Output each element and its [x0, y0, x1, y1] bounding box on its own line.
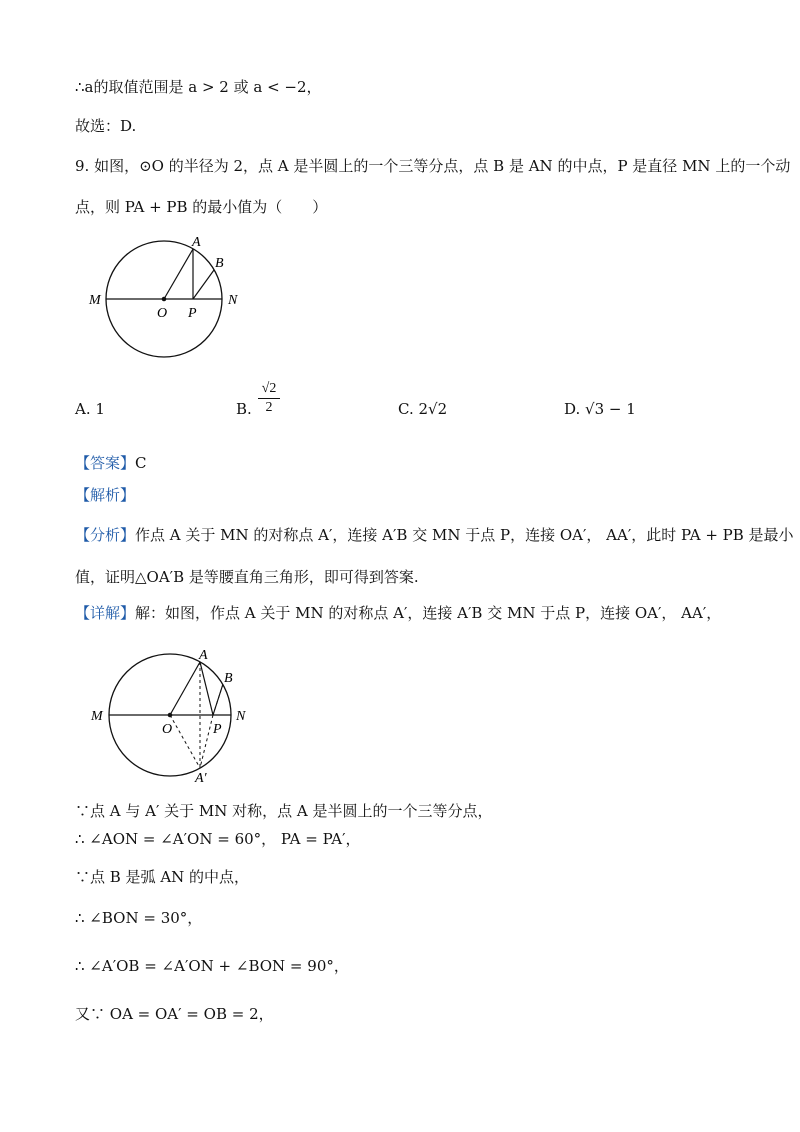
xiangjie-line — [75, 602, 721, 623]
segment-pb — [193, 270, 214, 299]
fenxi-line-2: 值，证明△OA′B 是等腰直角三角形，即可得到答案. — [75, 568, 419, 586]
label-m: M — [91, 709, 103, 724]
text-line-choose-d: 故选：D. — [75, 117, 137, 135]
option-b-fraction — [258, 380, 280, 417]
figure-1-circle-diagram — [80, 225, 260, 375]
label-m: M — [89, 293, 101, 308]
solution-line-5: ∴ ∠A′OB = ∠A′ON + ∠BON = 90°， — [75, 957, 349, 975]
label-n: N — [228, 293, 238, 308]
label-p: P — [213, 722, 222, 737]
solution-line-1: ∵点 A 与 A′ 关于 MN 对称，点 A 是半圆上的一个三等分点， — [75, 802, 493, 820]
fenxi-line-1 — [75, 524, 794, 545]
label-a-prime: A′ — [195, 771, 207, 786]
center-dot — [162, 297, 167, 302]
option-b-numerator: √2 — [261, 381, 277, 396]
answer-line — [75, 452, 147, 473]
answer-label: 【答案】 — [75, 454, 136, 472]
label-a: A — [199, 648, 208, 663]
xiangjie-text: 解：如图，作点 A 关于 MN 的对称点 A′，连接 A′B 交 MN 于点 P，连接 OA′， AA′， — [135, 604, 722, 622]
label-o: O — [157, 306, 168, 321]
label-o: O — [162, 722, 173, 737]
label-b: B — [215, 256, 224, 271]
option-b-prefix: B. — [236, 400, 252, 418]
figure-2-circle-diagram — [80, 640, 260, 790]
question-9-line-1: 9. 如图，⊙O 的半径为 2，点 A 是半圆上的一个三等分点，点 B 是 AN 的中点，P 是直径 MN 上的一个动 — [75, 157, 791, 175]
option-b-denominator: 2 — [258, 398, 280, 417]
option-d: D. √3 − 1 — [564, 400, 636, 418]
question-9-line-2: 点，则 PA + PB 的最小值为（ ） — [75, 198, 328, 216]
segment-oa — [170, 662, 200, 715]
label-n: N — [236, 709, 246, 724]
segment-oa — [164, 249, 193, 299]
solution-line-3: ∵点 B 是弧 AN 的中点， — [75, 868, 250, 886]
label-a: A — [192, 235, 201, 250]
option-c: C. 2√2 — [398, 400, 448, 418]
analysis-label: 【解析】 — [75, 486, 136, 504]
answer-value: C — [135, 454, 147, 472]
label-b: B — [224, 671, 233, 686]
center-dot — [168, 713, 173, 718]
solution-line-6: 又∵ OA = OA′ = OB = 2， — [75, 1005, 274, 1023]
label-p: P — [188, 306, 197, 321]
option-a: A. 1 — [75, 400, 105, 418]
solution-line-4: ∴ ∠BON = 30°， — [75, 909, 203, 927]
solution-line-2: ∴ ∠AON = ∠A′ON = 60°， PA = PA′， — [75, 830, 361, 848]
xiangjie-label: 【详解】 — [75, 604, 136, 622]
fenxi-label: 【分析】 — [75, 526, 136, 544]
segment-pb — [213, 684, 223, 715]
fenxi-text-1: 作点 A 关于 MN 的对称点 A′，连接 A′B 交 MN 于点 P，连接 OA′， AA′，此时 PA + PB 是最小 — [135, 526, 794, 544]
text-line-range: ∴a的取值范围是 a > 2 或 a < −2， — [75, 78, 322, 96]
segment-oa-prime — [170, 715, 200, 768]
